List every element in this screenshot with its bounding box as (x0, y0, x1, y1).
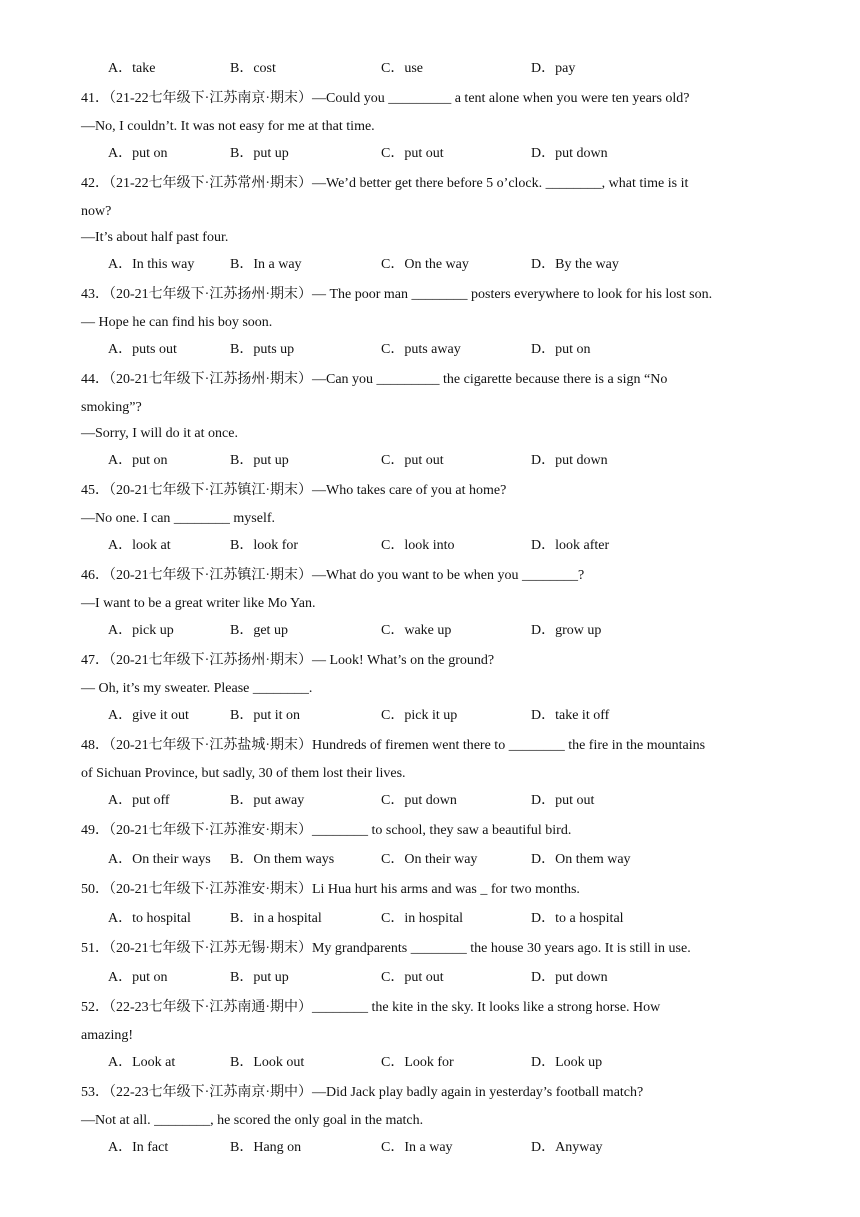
question-51-options (0, 969, 860, 987)
option-b: B．put away (230, 793, 305, 808)
option-c: C．put down (381, 793, 457, 808)
option-a: A．In fact (108, 1140, 169, 1155)
option-c: C．pick it up (381, 708, 458, 723)
question-47-options (0, 707, 860, 725)
question-number: 45． (81, 483, 109, 498)
option-c: C．look into (381, 538, 455, 553)
option-a: A．take (108, 61, 156, 76)
option-c: C．use (381, 61, 423, 76)
option-b: B．in a hospital (230, 911, 322, 926)
question-46-options (0, 622, 860, 640)
option-b: B．get up (230, 623, 288, 638)
option-b: B．On them ways (230, 852, 335, 867)
question-text: （20-21七年级下·江苏镇江·期末）—What do you want to be when you ________? (109, 568, 585, 583)
question-text: （20-21七年级下·江苏扬州·期末）— The poor man ________ posters everywhere to look for his lost son. (109, 287, 713, 302)
option-c: C．in hospital (381, 911, 464, 926)
question-45-line-1 (81, 482, 506, 500)
question-text: （21-22七年级下·江苏南京·期末）—Could you _________ a tent alone when you were ten years old? (109, 91, 690, 106)
question-text: （20-21七年级下·江苏扬州·期末）—Can you _________ the cigarette because there is a sign “No (109, 372, 668, 387)
option-c: C．put out (381, 970, 444, 985)
option-d: D．put down (531, 146, 608, 161)
question-47-line-1 (81, 652, 494, 670)
question-text: （22-23七年级下·江苏南通·期中）________ the kite in the sky. It looks like a strong horse. How (109, 1000, 661, 1015)
question-43-line-1 (81, 286, 712, 304)
question-41-line-1 (81, 90, 690, 108)
question-50-line-1 (81, 881, 580, 899)
option-c: C．On the way (381, 257, 469, 272)
option-d: D．On them way (531, 852, 631, 867)
option-b: B．puts up (230, 342, 295, 357)
question-text: （20-21七年级下·江苏镇江·期末）—Who takes care of you at home? (109, 483, 507, 498)
question-45-options (0, 537, 860, 555)
option-a: A．look at (108, 538, 171, 553)
question-number: 48． (81, 738, 109, 753)
option-c: C．Look for (381, 1055, 454, 1070)
question-53-line-1 (81, 1084, 643, 1102)
question-48-line-1 (81, 737, 705, 755)
option-a: A．On their ways (108, 852, 211, 867)
option-a: A．put on (108, 970, 168, 985)
question-49-line-1 (81, 822, 571, 840)
option-d: D．take it off (531, 708, 610, 723)
option-b: B．In a way (230, 257, 302, 272)
option-b: B．cost (230, 61, 276, 76)
question-42-line-3: —It’s about half past four. (81, 230, 229, 245)
question-49-options (0, 851, 860, 869)
option-a: A．Look at (108, 1055, 176, 1070)
question-44-line-3: —Sorry, I will do it at once. (81, 426, 238, 441)
option-a: A．In this way (108, 257, 195, 272)
question-number: 43． (81, 287, 109, 302)
question-text: （21-22七年级下·江苏常州·期末）—We’d better get there before 5 o’clock. ________, what time is it (109, 176, 689, 191)
option-b: B．look for (230, 538, 299, 553)
question-44-line-1 (81, 371, 667, 389)
question-number: 47． (81, 653, 109, 668)
question-text: （22-23七年级下·江苏南京·期中）—Did Jack play badly again in yesterday’s football match? (109, 1085, 644, 1100)
option-a: A．put on (108, 453, 168, 468)
question-50-options (0, 910, 860, 928)
option-d: D．put down (531, 453, 608, 468)
question-text: （20-21七年级下·江苏扬州·期末）— Look! What’s on the ground? (109, 653, 495, 668)
question-53-options (0, 1139, 860, 1157)
question-number: 42． (81, 176, 109, 191)
question-41-line-2: —No, I couldn’t. It was not easy for me at that time. (81, 119, 375, 134)
option-a: A．to hospital (108, 911, 191, 926)
option-d: D．look after (531, 538, 610, 553)
option-b: B．put it on (230, 708, 301, 723)
question-41-options (0, 145, 860, 163)
question-number: 46． (81, 568, 109, 583)
question-number: 50． (81, 882, 109, 897)
option-b: B．put up (230, 146, 289, 161)
option-d: D．By the way (531, 257, 619, 272)
option-d: D．Anyway (531, 1140, 603, 1155)
question-text: （20-21七年级下·江苏盐城·期末）Hundreds of firemen went there to ________ the fire in the mountains (109, 738, 706, 753)
option-a: A．put off (108, 793, 170, 808)
option-a: A．put on (108, 146, 168, 161)
option-a: A．give it out (108, 708, 189, 723)
question-42-line-1 (81, 175, 688, 193)
question-42-line-2: now? (81, 204, 112, 219)
question-number: 49． (81, 823, 109, 838)
option-c: C．put out (381, 146, 444, 161)
question-number: 52． (81, 1000, 109, 1015)
option-d: D．grow up (531, 623, 602, 638)
option-a: A．pick up (108, 623, 174, 638)
option-a: A．puts out (108, 342, 177, 357)
question-46-line-2: —I want to be a great writer like Mo Yan. (81, 596, 316, 611)
question-47-line-2: — Oh, it’s my sweater. Please ________. (81, 681, 313, 696)
option-d: D．put down (531, 970, 608, 985)
question-44-line-2: smoking”? (81, 400, 142, 415)
question-52-line-1 (81, 999, 660, 1017)
question-43-options (0, 341, 860, 359)
option-c: C．On their way (381, 852, 478, 867)
option-d: D．Look up (531, 1055, 603, 1070)
option-d: D．to a hospital (531, 911, 624, 926)
question-52-options (0, 1054, 860, 1072)
option-d: D．put on (531, 342, 591, 357)
question-text: （20-21七年级下·江苏无锡·期末）My grandparents ________ the house 30 years ago. It is still in use. (109, 941, 691, 956)
question-51-line-1 (81, 940, 691, 958)
option-c: C．In a way (381, 1140, 453, 1155)
option-b: B．Look out (230, 1055, 305, 1070)
question-44-options (0, 452, 860, 470)
option-d: D．put out (531, 793, 595, 808)
question-number: 41． (81, 91, 109, 106)
question-text: （20-21七年级下·江苏淮安·期末）________ to school, they saw a beautiful bird. (109, 823, 572, 838)
option-c: C．wake up (381, 623, 452, 638)
question-52-line-2: amazing! (81, 1028, 134, 1043)
options-row (0, 60, 860, 78)
question-42-options (0, 256, 860, 274)
question-48-line-2: of Sichuan Province, but sadly, 30 of them lost their lives. (81, 766, 406, 781)
question-number: 44． (81, 372, 109, 387)
question-45-line-2: —No one. I can ________ myself. (81, 511, 276, 526)
option-d: D．pay (531, 61, 576, 76)
option-b: B．Hang on (230, 1140, 302, 1155)
option-b: B．put up (230, 970, 289, 985)
question-number: 51． (81, 941, 109, 956)
question-53-line-2: —Not at all. ________, he scored the only goal in the match. (81, 1113, 424, 1128)
question-text: （20-21七年级下·江苏淮安·期末）Li Hua hurt his arms and was _ for two months. (109, 882, 580, 897)
option-c: C．puts away (381, 342, 461, 357)
question-46-line-1 (81, 567, 584, 585)
option-c: C．put out (381, 453, 444, 468)
question-43-line-2: — Hope he can find his boy soon. (81, 315, 273, 330)
question-number: 53． (81, 1085, 109, 1100)
option-b: B．put up (230, 453, 289, 468)
question-48-options (0, 792, 860, 810)
